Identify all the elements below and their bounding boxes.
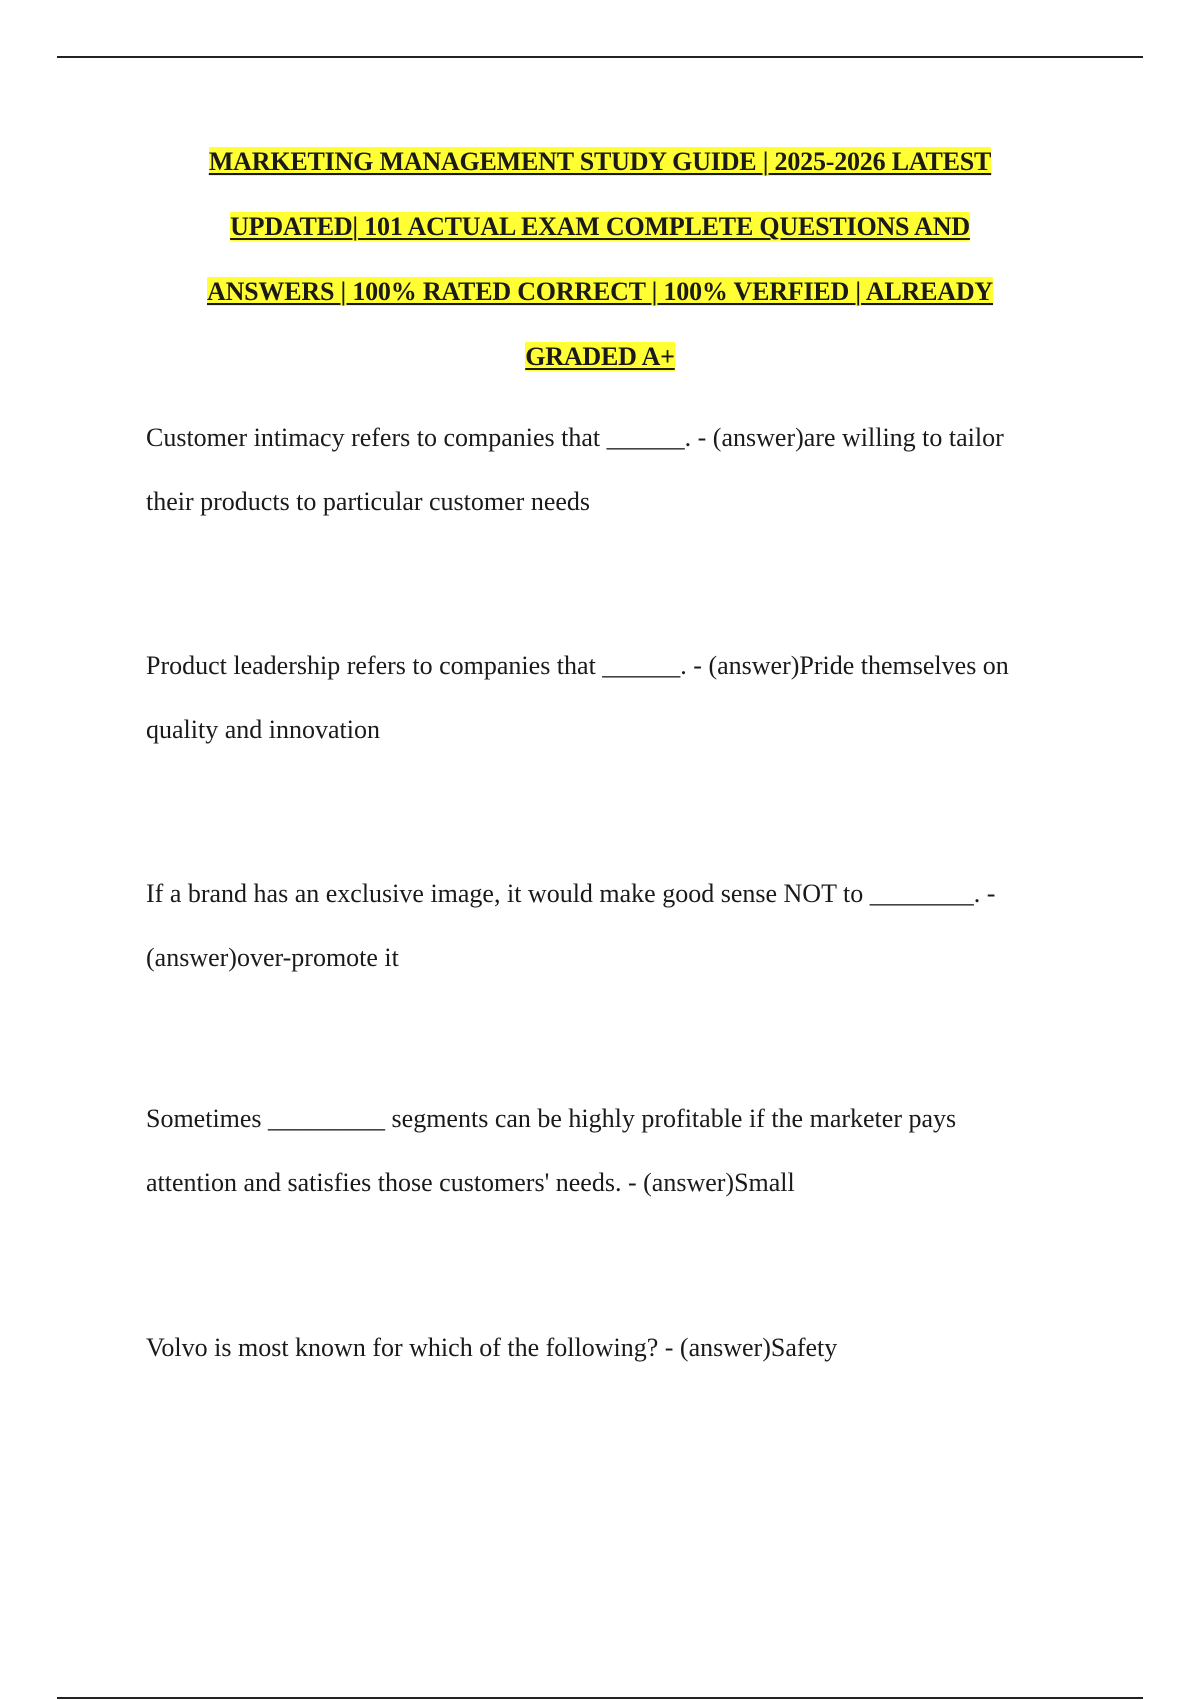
qa-line: (answer)over-promote it: [146, 943, 399, 972]
qa-line: Product leadership refers to companies that ______. - (answer)Pride themselves on: [146, 651, 1009, 680]
title-line-text: MARKETING MANAGEMENT STUDY GUIDE | 2025-2026 LATEST: [208, 147, 992, 176]
qa-line: Volvo is most known for which of the following? - (answer)Safety: [146, 1333, 838, 1362]
qa-item: [146, 634, 1096, 762]
qa-line: quality and innovation: [146, 715, 380, 744]
qa-item: [146, 406, 1096, 534]
qa-line: Customer intimacy refers to companies that ______. - (answer)are willing to tailor: [146, 423, 1004, 452]
title-line-text: GRADED A+: [525, 342, 675, 371]
qa-line: attention and satisfies those customers' needs. - (answer)Small: [146, 1168, 795, 1197]
qa-item: [146, 1316, 1096, 1380]
qa-item: [146, 1087, 1096, 1215]
qa-line: Sometimes _________ segments can be highly profitable if the marketer pays: [146, 1104, 957, 1133]
title-line: [150, 205, 1050, 270]
qa-line: If a brand has an exclusive image, it would make good sense NOT to ________. -: [146, 879, 996, 908]
title-line: [150, 140, 1050, 205]
qa-line: their products to particular customer needs: [146, 487, 591, 516]
title-line-text: ANSWERS | 100% RATED CORRECT | 100% VERFIED | ALREADY: [207, 277, 993, 306]
title-line: [150, 270, 1050, 335]
footer-rule: [57, 1697, 1143, 1699]
document-title: [150, 140, 1050, 400]
header-rule: [57, 56, 1143, 58]
title-line: [150, 335, 1050, 400]
qa-item: [146, 862, 1096, 990]
title-line-text: UPDATED| 101 ACTUAL EXAM COMPLETE QUESTIONS AND: [230, 212, 970, 241]
